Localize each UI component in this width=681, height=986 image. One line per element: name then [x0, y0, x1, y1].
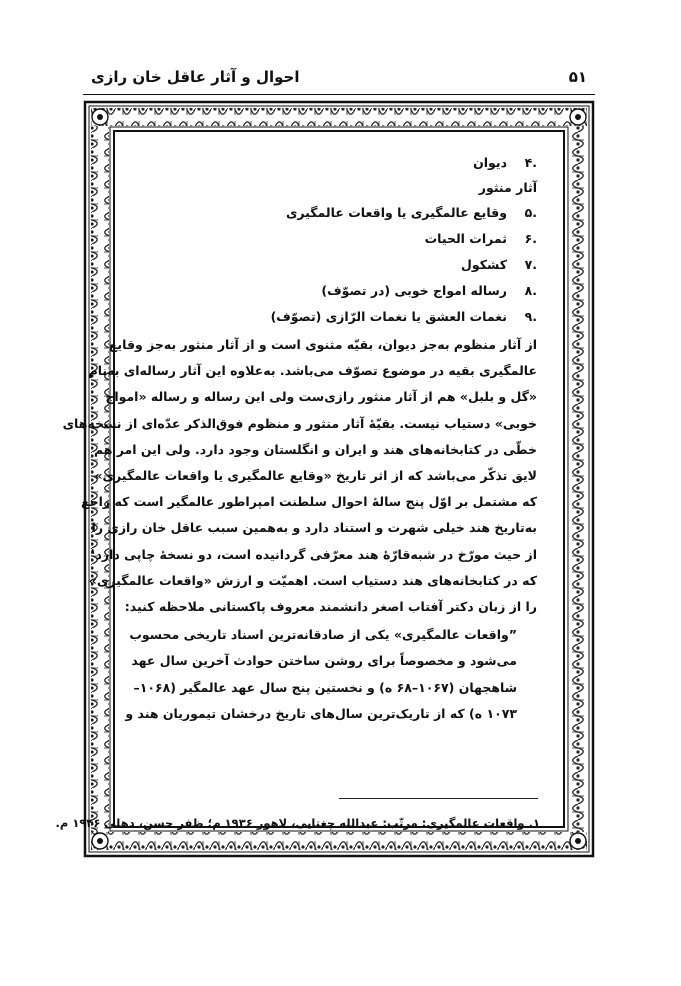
work-list-prose	[140, 200, 537, 330]
list-item-text: وقایع عالمگیری یا واقعات عالمگیری	[285, 205, 507, 220]
section-title: آثار منثور	[478, 180, 537, 195]
paragraph-line	[90, 542, 537, 568]
quote-line: شاهجهان (۱۰۶۷–۶۸ ه) و نخستین پنج سال عهد عالمگیر (۱۰۶۸–	[133, 679, 517, 695]
quote-line: ”واقعات عالمگیری» یکی از صادقانه‌ترین اسناد تاریخی محسوب	[129, 627, 517, 643]
list-item-text: کشکول	[461, 257, 507, 272]
list-item	[140, 304, 537, 330]
list-item	[140, 200, 537, 226]
running-head	[83, 64, 595, 90]
paragraph-line-text: عالمگیری بقیه در موضوع تصوّف می‌باشد. به‌علاوه این آثار رساله‌ای به‌نام	[88, 363, 537, 379]
footnote: ۱. واقعات عالمگیری: مرتّب: عبدالله چغتایی، لاهور ۱۹۳۶ م؛ ظفر حسن، دهلی ۱۹۴۶ م.	[55, 816, 540, 830]
list-item-number: .۷	[524, 257, 537, 272]
footnote-reference: ۱	[90, 546, 96, 556]
footnote-rule	[339, 798, 538, 799]
paragraph-line	[124, 594, 537, 620]
paragraph-line	[88, 358, 537, 384]
paragraph-line-text: را از زبان دکتر آفتاب اصغر دانشمند معروف پاکستانی ملاحظه کنید:	[124, 598, 537, 614]
header-rule	[83, 94, 595, 95]
paragraph-line-text: لایق تذکّر می‌باشد که از اثر تاریخ «وقایع عالمگیری یا واقعات عالمگیری»	[94, 467, 537, 483]
paragraph-line	[88, 568, 537, 594]
quote-line: ۱۰۷۳ ه) که از تاریک‌ترین سال‌های تاریخ درخشان تیموریان هند و	[125, 705, 517, 721]
quote-line: می‌شود و مخصوصاً برای روشن ساختن حوادث آخرین سال عهد	[131, 653, 517, 669]
list-item-number: .۵	[524, 205, 537, 220]
paragraph-line-text: از حیث مورّخ در شبه‌قارّهٔ هند معرّفی گردانیده است، دو نسخهٔ چاپی دارد	[95, 546, 537, 562]
paragraph-line	[94, 463, 537, 489]
list-item-text: دیوان	[473, 155, 507, 170]
list-item-number: .۸	[524, 283, 537, 298]
paragraph-line-text: «گل و بلبل» هم از آثار منثور رازی‌ست ولی این رساله و رساله «امواج	[105, 389, 537, 405]
running-title: احوال و آثار عاقل خان رازی	[91, 68, 300, 86]
paragraph-line	[81, 489, 537, 515]
paragraph-line	[108, 332, 537, 358]
list-item	[140, 226, 537, 252]
paragraph-line	[93, 437, 537, 463]
block-quote	[125, 622, 537, 727]
work-list-verse	[140, 150, 537, 176]
paragraph-line-text: خطّی در کتابخانه‌های هند و ایران و انگلستان وجود دارد. ولی این امر هم	[93, 441, 537, 457]
paragraph-line-text: که در کتابخانه‌های هند دستیاب است. اهمیّت و ارزش «واقعات عالمگیری»	[88, 572, 537, 588]
list-item-text: رساله امواج خوبی (در تصوّف)	[321, 283, 507, 298]
list-item	[140, 150, 537, 176]
paragraph-line-text: از آثار منظوم به‌جز دیوان، بقیّه مثنوی است و از آثار منثور به‌جز وقایع	[108, 337, 537, 352]
list-item-number: .۶	[524, 231, 537, 246]
list-item-text: ثمرات الحیات	[424, 231, 507, 246]
body-paragraph	[62, 332, 537, 620]
list-item-number: .۴	[524, 155, 537, 170]
page-number: ۵۱	[568, 68, 587, 86]
list-item-number: .۹	[524, 309, 537, 324]
paragraph-line-text: خوبی» دستیاب نیست. بقیّهٔ آثار منثور و منظوم فوق‌الذکر عدّه‌ای از نسخه‌های	[62, 415, 537, 431]
paragraph-line-text: که مشتمل بر اوّل پنج سالهٔ احوال سلطنت امپراطور عالمگیر است که راجع	[81, 494, 537, 510]
paragraph-line-text: به‌تاریخ هند خیلی شهرت و استناد دارد و به‌همین سبب عاقل خان رازی را	[91, 520, 537, 536]
paragraph-line	[105, 384, 537, 410]
main-text	[62, 150, 537, 727]
list-item-text: نغمات العشق یا نغمات الرّازی (تصوّف)	[270, 309, 507, 324]
paragraph-line	[62, 411, 537, 437]
paragraph-line	[91, 515, 537, 541]
list-item	[140, 278, 537, 304]
list-item	[140, 252, 537, 278]
